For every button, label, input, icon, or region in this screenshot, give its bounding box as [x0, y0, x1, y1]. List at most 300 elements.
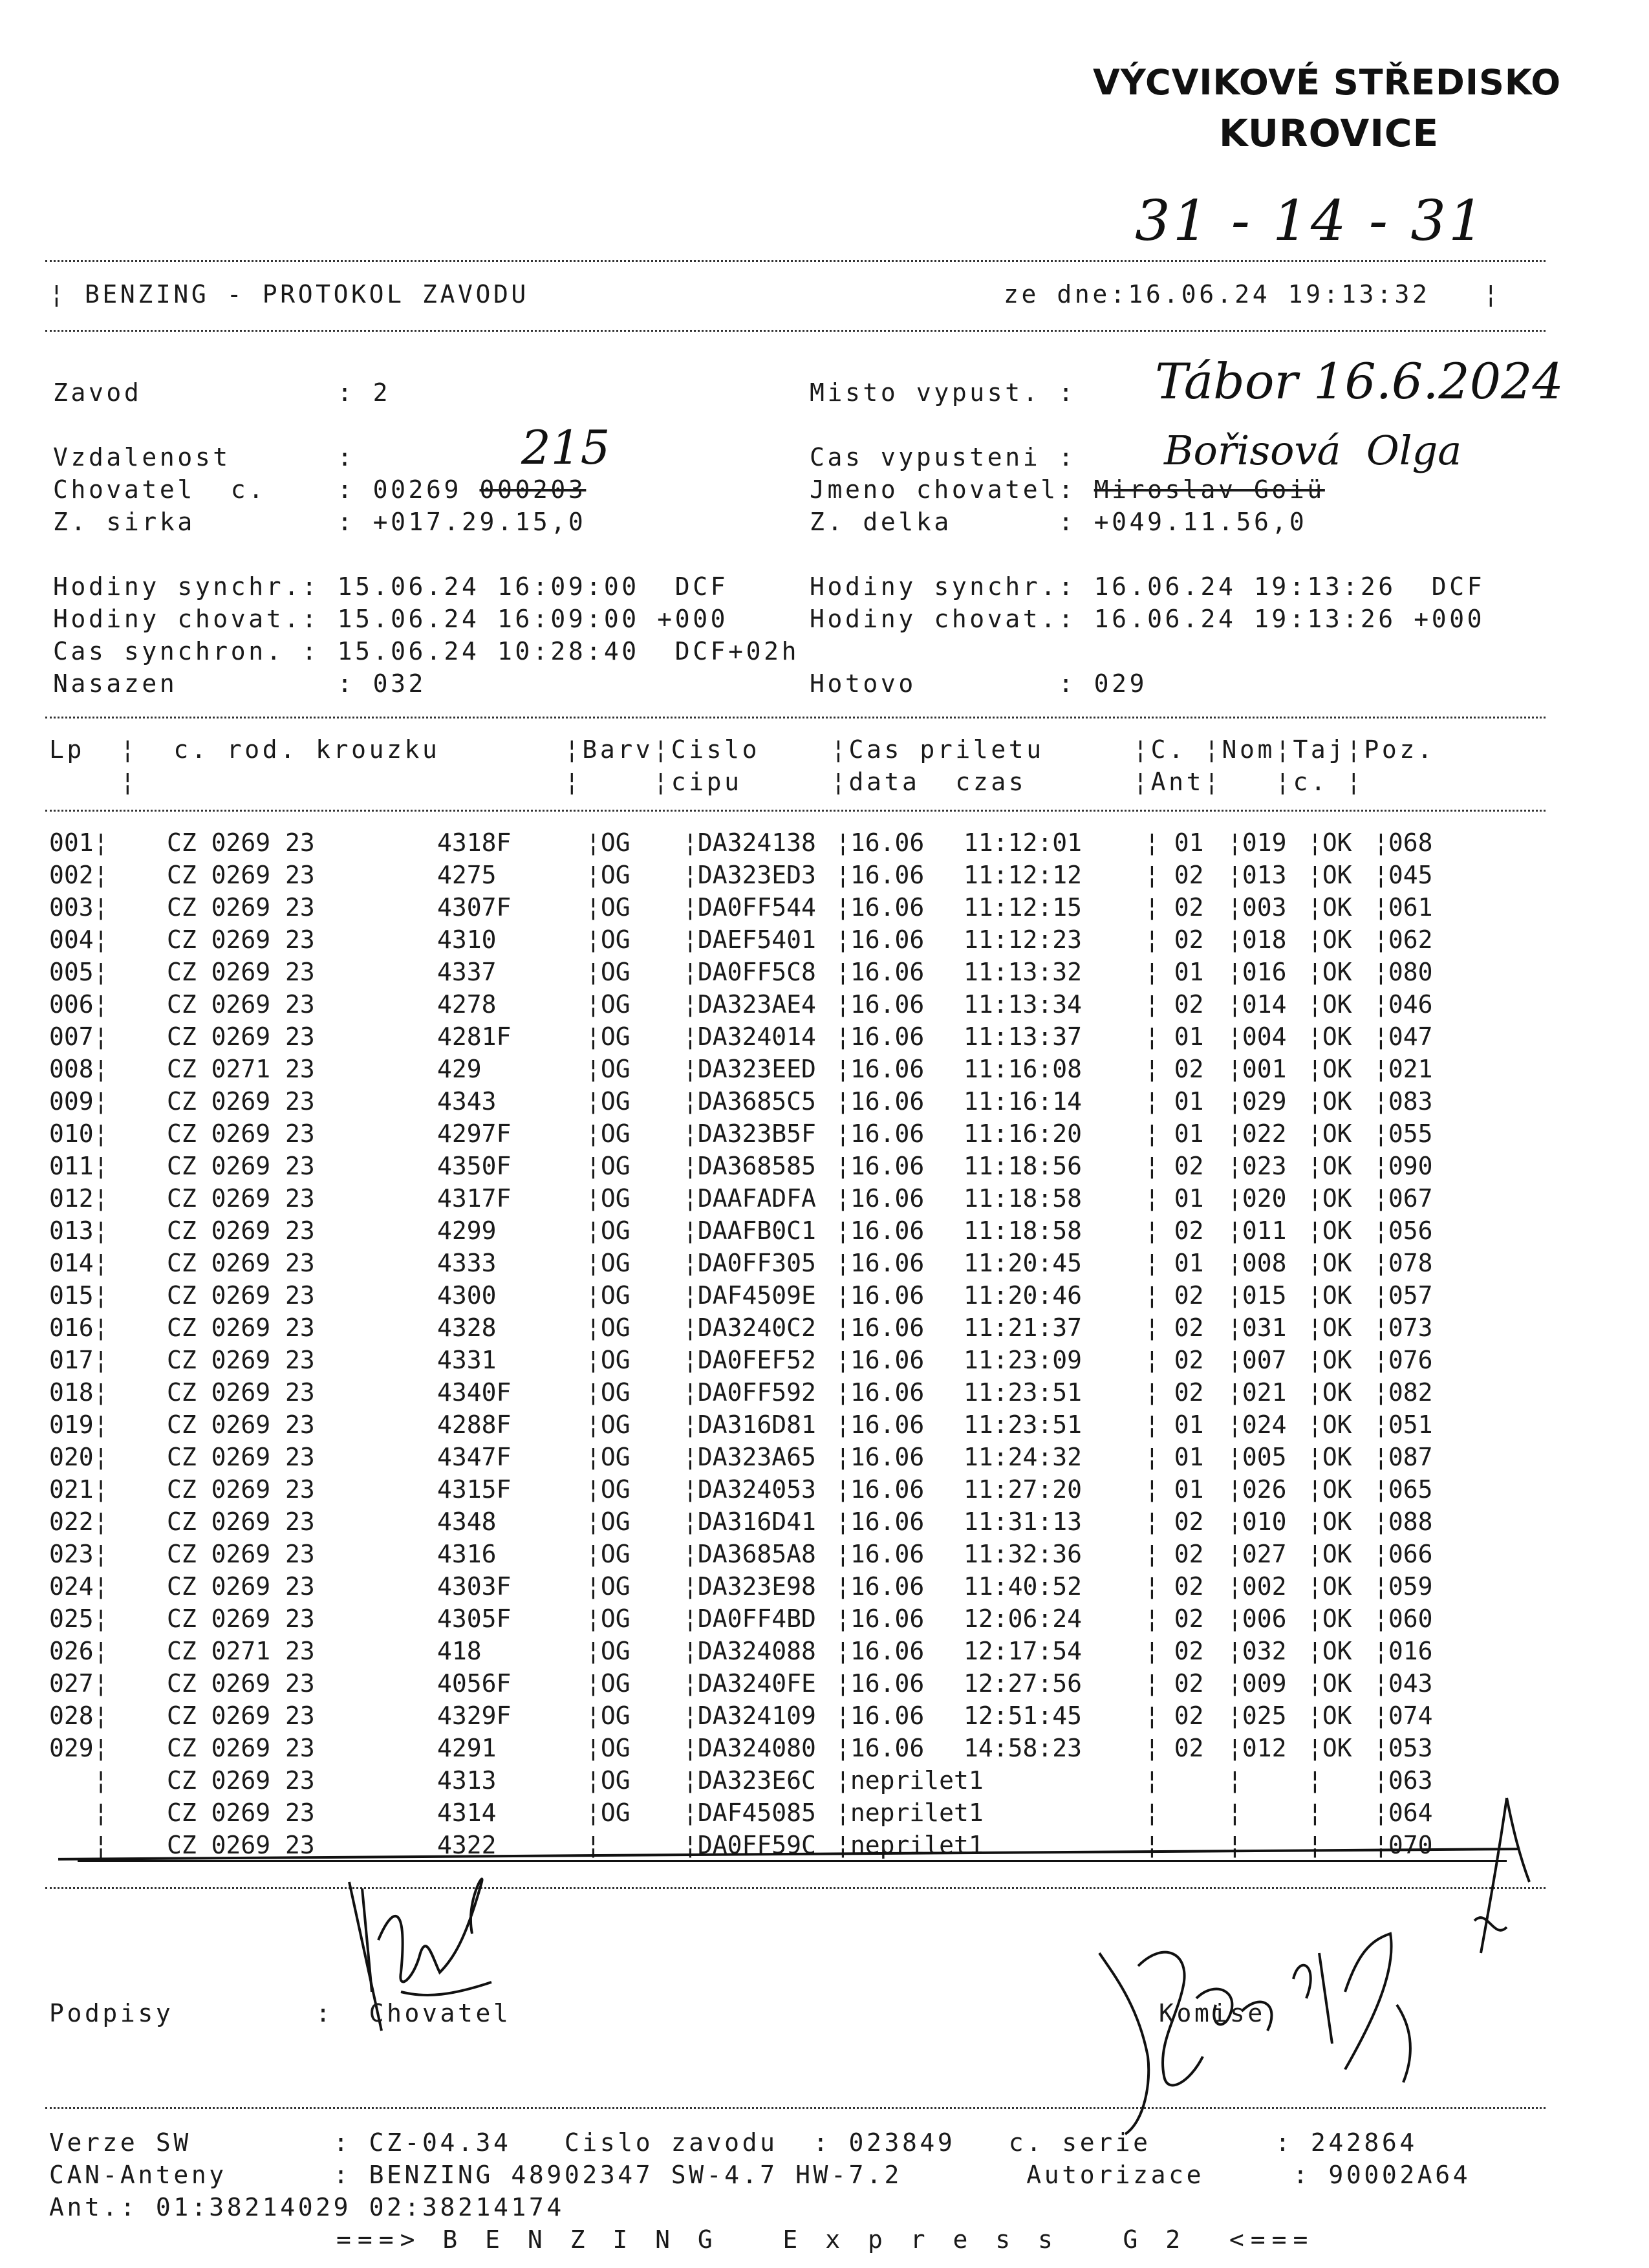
chovatel-number-struck: 000203	[479, 475, 587, 504]
cell-arrival-date: ¦16.06	[835, 1637, 925, 1665]
stamp-line-1: VÝCVIKOVÉ STŘEDISKO	[1093, 62, 1562, 103]
cell-color-code: ¦OG	[586, 1475, 630, 1504]
table-row	[49, 1150, 1536, 1182]
cell-antenna: ¦ 01	[1145, 1022, 1204, 1051]
cell-position: ¦060	[1374, 1604, 1433, 1633]
cell-position: ¦059	[1374, 1572, 1433, 1601]
cell-row-lp: 025¦	[49, 1604, 109, 1633]
cell-row-lp: 019¦	[49, 1410, 109, 1439]
cell-antenna: ¦ 02	[1145, 1734, 1204, 1762]
cell-antenna: ¦ 02	[1145, 1281, 1204, 1310]
cell-nomination: ¦012	[1227, 1734, 1287, 1762]
table-row	[49, 1538, 1536, 1570]
cell-secret-code: ¦OK	[1308, 893, 1352, 922]
cell-secret-code: ¦OK	[1308, 1346, 1352, 1374]
cell-secret-code: ¦OK	[1308, 1378, 1352, 1407]
cell-nomination: ¦011	[1227, 1216, 1287, 1245]
cell-arrival-date: ¦16.06	[835, 1055, 925, 1083]
cell-arrival-time: 11:12:12	[964, 861, 1083, 889]
cell-ring-number: 4313	[437, 1766, 512, 1795]
cell-color-code: ¦OG	[586, 958, 630, 986]
commission-signature	[1086, 1927, 1474, 2147]
cell-antenna: ¦ 02	[1145, 861, 1204, 889]
cell-color-code: ¦OG	[586, 828, 630, 857]
cell-arrival-date: ¦16.06	[835, 1572, 925, 1601]
cell-color-code: ¦OG	[586, 1637, 630, 1665]
cell-chip-number: ¦DAEF5401	[683, 925, 816, 954]
cell-row-lp: 029¦	[49, 1734, 109, 1762]
misto-label: Misto vypust. :	[810, 378, 1077, 407]
cell-arrival-time: 11:13:34	[964, 990, 1083, 1019]
cell-nomination: ¦031	[1227, 1313, 1287, 1342]
cell-chip-number: ¦DA3685A8	[683, 1540, 816, 1568]
cell-color-code: ¦OG	[586, 1540, 630, 1568]
cell-ring-prefix: CZ 0269 23	[167, 1798, 315, 1827]
cell-ring-number: 4328	[437, 1313, 512, 1342]
cell-nomination: ¦019	[1227, 828, 1287, 857]
cell-position: ¦078	[1374, 1249, 1433, 1277]
margin-scribble	[1468, 1791, 1539, 1960]
cell-ring-number: 4278	[437, 990, 512, 1019]
cell-chip-number: ¦DA0FF4BD	[683, 1604, 816, 1633]
hotovo-field: Hotovo : 029	[810, 669, 1148, 698]
stamp-line-2: KUROVICE	[1219, 111, 1439, 155]
cell-antenna: ¦ 02	[1145, 990, 1204, 1019]
cell-chip-number: ¦DA368585	[683, 1152, 816, 1180]
cas-vypusteni-label: Cas vypusteni :	[810, 443, 1077, 471]
cell-secret-code: ¦	[1308, 1766, 1352, 1795]
footer-line-2: CAN-Anteny : BENZING 48902347 SW-4.7 HW-7.2 Autorizace : 90002A64	[49, 2161, 1471, 2189]
table-row	[49, 1312, 1536, 1344]
cell-nomination: ¦027	[1227, 1540, 1287, 1568]
table-row	[49, 988, 1536, 1021]
table-row	[49, 826, 1536, 859]
cell-ring-number: 4275	[437, 861, 512, 889]
cell-ring-prefix: CZ 0269 23	[167, 925, 315, 954]
table-header-line-1: Lp ¦ c. rod. krouzku ¦Barv¦Cislo ¦Cas priletu ¦C. ¦Nom¦Taj¦Poz.	[49, 735, 1436, 764]
table-row	[49, 1732, 1536, 1764]
cell-color-code: ¦OG	[586, 990, 630, 1019]
cell-ring-number: 4318F	[437, 828, 512, 857]
table-row	[49, 1247, 1536, 1279]
cell-ring-number: 4291	[437, 1734, 512, 1762]
cell-row-lp: 002¦	[49, 861, 109, 889]
cell-chip-number: ¦DA323E98	[683, 1572, 816, 1601]
cell-color-code: ¦OG	[586, 1378, 630, 1407]
cell-secret-code: ¦OK	[1308, 1184, 1352, 1213]
table-row	[49, 1570, 1536, 1603]
cell-position: ¦088	[1374, 1507, 1433, 1536]
cell-position: ¦043	[1374, 1669, 1433, 1698]
cell-color-code: ¦OG	[586, 1022, 630, 1051]
cell-arrival-time: 11:27:20	[964, 1475, 1083, 1504]
cell-ring-number: 4300	[437, 1281, 512, 1310]
cell-color-code: ¦OG	[586, 1798, 630, 1827]
cell-chip-number: ¦DA323E6C	[683, 1766, 816, 1795]
table-row	[49, 1279, 1536, 1312]
cell-ring-prefix: CZ 0269 23	[167, 1378, 315, 1407]
cell-ring-prefix: CZ 0269 23	[167, 1701, 315, 1730]
rule-top	[45, 260, 1546, 262]
table-row	[49, 859, 1536, 891]
cell-antenna: ¦ 02	[1145, 1637, 1204, 1665]
cell-arrival-time: 11:23:09	[964, 1346, 1083, 1374]
cell-position: ¦045	[1374, 861, 1433, 889]
cell-antenna: ¦ 02	[1145, 1540, 1204, 1568]
cell-chip-number: ¦DA324088	[683, 1637, 816, 1665]
cell-antenna: ¦ 01	[1145, 828, 1204, 857]
cell-arrival-date: ¦neprilet1	[835, 1831, 984, 1859]
komise-label: Komise	[1159, 1999, 1266, 2027]
table-row	[49, 1053, 1536, 1085]
cell-ring-prefix: CZ 0269 23	[167, 893, 315, 922]
cell-position: ¦080	[1374, 958, 1433, 986]
cell-secret-code: ¦OK	[1308, 1475, 1352, 1504]
cell-row-lp: 028¦	[49, 1701, 109, 1730]
cell-nomination: ¦013	[1227, 861, 1287, 889]
cell-antenna: ¦	[1145, 1766, 1204, 1795]
cell-arrival-time: 11:16:08	[964, 1055, 1083, 1083]
cell-antenna: ¦ 02	[1145, 1669, 1204, 1698]
cell-antenna: ¦	[1145, 1798, 1204, 1827]
cell-ring-prefix: CZ 0269 23	[167, 1669, 315, 1698]
vzdalenost-label: Vzdalenost :	[53, 443, 356, 471]
cell-chip-number: ¦DA324109	[683, 1701, 816, 1730]
cell-position: ¦068	[1374, 828, 1433, 857]
breeder-signature	[336, 1863, 504, 2069]
cell-row-lp: 003¦	[49, 893, 109, 922]
cell-color-code: ¦OG	[586, 1701, 630, 1730]
table-row	[49, 1667, 1536, 1700]
cell-antenna: ¦ 01	[1145, 1475, 1204, 1504]
cell-position: ¦083	[1374, 1087, 1433, 1116]
cell-antenna: ¦ 02	[1145, 1152, 1204, 1180]
cell-nomination: ¦025	[1227, 1701, 1287, 1730]
cell-position: ¦070	[1374, 1831, 1433, 1859]
cell-antenna: ¦ 01	[1145, 1249, 1204, 1277]
cell-arrival-time: 11:12:15	[964, 893, 1083, 922]
cell-chip-number: ¦DAF45085	[683, 1798, 816, 1827]
cell-nomination: ¦024	[1227, 1410, 1287, 1439]
cell-ring-prefix: CZ 0269 23	[167, 1475, 315, 1504]
cell-arrival-date: ¦16.06	[835, 1249, 925, 1277]
cell-ring-prefix: CZ 0269 23	[167, 1022, 315, 1051]
cell-color-code: ¦OG	[586, 1313, 630, 1342]
cell-arrival-date: ¦16.06	[835, 925, 925, 954]
cell-arrival-date: ¦neprilet1	[835, 1798, 984, 1827]
cell-row-lp: 009¦	[49, 1087, 109, 1116]
cell-nomination: ¦021	[1227, 1378, 1287, 1407]
cell-nomination: ¦018	[1227, 925, 1287, 954]
cell-nomination: ¦020	[1227, 1184, 1287, 1213]
footer-line-3: Ant.: 01:38214029 02:38214174	[49, 2193, 565, 2221]
cell-arrival-time: 14:58:23	[964, 1734, 1083, 1762]
cell-chip-number: ¦DAAFADFA	[683, 1184, 816, 1213]
cell-arrival-date: ¦16.06	[835, 861, 925, 889]
cell-row-lp: 020¦	[49, 1443, 109, 1471]
cell-antenna: ¦ 01	[1145, 1443, 1204, 1471]
cell-antenna: ¦	[1145, 1831, 1204, 1859]
cell-secret-code: ¦OK	[1308, 1281, 1352, 1310]
cell-arrival-date: ¦16.06	[835, 1410, 925, 1439]
cell-row-lp: ¦	[49, 1798, 109, 1827]
cell-arrival-time: 11:32:36	[964, 1540, 1083, 1568]
cell-secret-code: ¦OK	[1308, 1313, 1352, 1342]
cell-nomination: ¦022	[1227, 1119, 1287, 1148]
cell-ring-prefix: CZ 0269 23	[167, 828, 315, 857]
cell-arrival-date: ¦16.06	[835, 990, 925, 1019]
cell-antenna: ¦ 02	[1145, 1507, 1204, 1536]
cell-arrival-date: ¦16.06	[835, 893, 925, 922]
cell-arrival-date: ¦16.06	[835, 1669, 925, 1698]
cell-ring-number: 4315F	[437, 1475, 512, 1504]
cell-arrival-date: ¦16.06	[835, 1604, 925, 1633]
cell-color-code: ¦OG	[586, 1119, 630, 1148]
cell-chip-number: ¦DA3685C5	[683, 1087, 816, 1116]
table-row	[49, 1764, 1536, 1797]
table-row	[49, 1473, 1536, 1506]
cell-position: ¦063	[1374, 1766, 1433, 1795]
cell-ring-prefix: CZ 0269 23	[167, 1540, 315, 1568]
cell-arrival-date: ¦16.06	[835, 1475, 925, 1504]
cell-color-code: ¦OG	[586, 1443, 630, 1471]
cell-nomination: ¦008	[1227, 1249, 1287, 1277]
cell-ring-number: 4343	[437, 1087, 512, 1116]
protocol-date: ze dne:16.06.24 19:13:32 ¦	[1004, 280, 1502, 308]
cell-ring-prefix: CZ 0271 23	[167, 1637, 315, 1665]
cell-ring-number: 4288F	[437, 1410, 512, 1439]
cell-position: ¦065	[1374, 1475, 1433, 1504]
cell-ring-prefix: CZ 0269 23	[167, 1184, 315, 1213]
cell-color-code: ¦OG	[586, 893, 630, 922]
cell-ring-number: 4340F	[437, 1378, 512, 1407]
cell-row-lp: 024¦	[49, 1572, 109, 1601]
cell-color-code: ¦	[586, 1831, 630, 1859]
cell-ring-prefix: CZ 0269 23	[167, 1346, 315, 1374]
cell-arrival-time: 12:17:54	[964, 1637, 1083, 1665]
protocol-title: ¦ BENZING - PROTOKOL ZAVODU	[49, 280, 529, 308]
cell-chip-number: ¦DA0FEF52	[683, 1346, 816, 1374]
table-row	[49, 956, 1536, 988]
cell-ring-number: 4305F	[437, 1604, 512, 1633]
cell-ring-number: 4314	[437, 1798, 512, 1827]
chovatel-number: Chovatel c. : 00269 000203	[53, 475, 587, 504]
cell-arrival-date: ¦16.06	[835, 1119, 925, 1148]
cell-arrival-time: 11:13:37	[964, 1022, 1083, 1051]
cell-antenna: ¦ 01	[1145, 1119, 1204, 1148]
cell-position: ¦067	[1374, 1184, 1433, 1213]
sync-left-3: Cas synchron. : 15.06.24 10:28:40 DCF+02h	[53, 637, 800, 665]
cell-row-lp: 021¦	[49, 1475, 109, 1504]
cell-chip-number: ¦DAAFB0C1	[683, 1216, 816, 1245]
cell-row-lp: 026¦	[49, 1637, 109, 1665]
cell-chip-number: ¦DA324053	[683, 1475, 816, 1504]
cell-arrival-date: ¦16.06	[835, 1087, 925, 1116]
cell-nomination: ¦007	[1227, 1346, 1287, 1374]
cell-chip-number: ¦DA316D41	[683, 1507, 816, 1536]
table-row	[49, 1797, 1536, 1829]
cell-antenna: ¦ 01	[1145, 958, 1204, 986]
cell-antenna: ¦ 01	[1145, 1184, 1204, 1213]
cell-arrival-date: ¦16.06	[835, 1378, 925, 1407]
cell-arrival-date: ¦16.06	[835, 1281, 925, 1310]
cell-secret-code: ¦OK	[1308, 958, 1352, 986]
cell-secret-code: ¦OK	[1308, 1669, 1352, 1698]
cell-nomination: ¦002	[1227, 1572, 1287, 1601]
cell-ring-prefix: CZ 0269 23	[167, 1249, 315, 1277]
cell-secret-code: ¦OK	[1308, 1507, 1352, 1536]
cell-antenna: ¦ 02	[1145, 925, 1204, 954]
cell-position: ¦051	[1374, 1410, 1433, 1439]
cell-arrival-time: 11:40:52	[964, 1572, 1083, 1601]
cell-color-code: ¦OG	[586, 1249, 630, 1277]
cell-secret-code: ¦OK	[1308, 925, 1352, 954]
table-row	[49, 1635, 1536, 1667]
cell-color-code: ¦OG	[586, 1055, 630, 1083]
cell-color-code: ¦OG	[586, 861, 630, 889]
cell-secret-code: ¦OK	[1308, 1022, 1352, 1051]
footer-line-4: ===> B E N Z I N G E x p r e s s G 2 <===	[336, 2225, 1315, 2254]
cell-row-lp: 027¦	[49, 1669, 109, 1698]
cell-arrival-date: ¦16.06	[835, 1346, 925, 1374]
cell-color-code: ¦OG	[586, 1087, 630, 1116]
cell-nomination: ¦001	[1227, 1055, 1287, 1083]
cell-color-code: ¦OG	[586, 1766, 630, 1795]
cell-secret-code: ¦OK	[1308, 828, 1352, 857]
table-row	[49, 891, 1536, 923]
cell-position: ¦055	[1374, 1119, 1433, 1148]
cell-ring-number: 4303F	[437, 1572, 512, 1601]
cell-arrival-date: ¦16.06	[835, 1540, 925, 1568]
cell-arrival-date: ¦16.06	[835, 1443, 925, 1471]
cell-ring-prefix: CZ 0269 23	[167, 1734, 315, 1762]
cell-secret-code: ¦OK	[1308, 1119, 1352, 1148]
cell-position: ¦066	[1374, 1540, 1433, 1568]
cell-row-lp: 015¦	[49, 1281, 109, 1310]
cell-ring-number: 4299	[437, 1216, 512, 1245]
footer-line-1: Verze SW : CZ-04.34 Cislo zavodu : 023849 c. serie : 242864	[49, 2128, 1417, 2157]
cell-position: ¦061	[1374, 893, 1433, 922]
cell-nomination: ¦006	[1227, 1604, 1287, 1633]
cell-antenna: ¦ 02	[1145, 1313, 1204, 1342]
cell-row-lp: 006¦	[49, 990, 109, 1019]
cell-nomination: ¦	[1227, 1766, 1287, 1795]
cell-ring-number: 4307F	[437, 893, 512, 922]
cell-secret-code: ¦OK	[1308, 1410, 1352, 1439]
cell-chip-number: ¦DA324014	[683, 1022, 816, 1051]
cell-arrival-time: 11:12:23	[964, 925, 1083, 954]
cell-ring-prefix: CZ 0269 23	[167, 1216, 315, 1245]
cell-arrival-date: ¦16.06	[835, 958, 925, 986]
cell-ring-prefix: CZ 0269 23	[167, 958, 315, 986]
cell-antenna: ¦ 01	[1145, 1410, 1204, 1439]
cell-ring-prefix: CZ 0269 23	[167, 1604, 315, 1633]
table-row	[49, 1215, 1536, 1247]
cell-arrival-time: 11:20:45	[964, 1249, 1083, 1277]
cell-antenna: ¦ 02	[1145, 1216, 1204, 1245]
cell-secret-code: ¦OK	[1308, 1540, 1352, 1568]
cell-row-lp: 004¦	[49, 925, 109, 954]
cell-nomination: ¦	[1227, 1798, 1287, 1827]
cell-ring-number: 4297F	[437, 1119, 512, 1148]
cell-ring-number: 4317F	[437, 1184, 512, 1213]
rule-footer	[45, 2107, 1546, 2109]
cell-row-lp: 016¦	[49, 1313, 109, 1342]
cell-chip-number: ¦DA323B5F	[683, 1119, 816, 1148]
cell-arrival-time: 11:12:01	[964, 828, 1083, 857]
cell-ring-number: 4316	[437, 1540, 512, 1568]
cell-ring-prefix: CZ 0269 23	[167, 1443, 315, 1471]
sync-left-1: Hodiny synchr.: 15.06.24 16:09:00 DCF	[53, 572, 729, 601]
cell-position: ¦053	[1374, 1734, 1433, 1762]
cell-arrival-time: 11:16:20	[964, 1119, 1083, 1148]
cell-position: ¦090	[1374, 1152, 1433, 1180]
table-row	[49, 1182, 1536, 1215]
cell-nomination: ¦005	[1227, 1443, 1287, 1471]
cell-arrival-date: ¦16.06	[835, 1152, 925, 1180]
cell-position: ¦016	[1374, 1637, 1433, 1665]
cell-chip-number: ¦DA323A65	[683, 1443, 816, 1471]
cell-secret-code: ¦OK	[1308, 1637, 1352, 1665]
cell-position: ¦087	[1374, 1443, 1433, 1471]
cell-secret-code: ¦OK	[1308, 1734, 1352, 1762]
vzdalenost-handwritten: 215	[521, 420, 610, 475]
cell-chip-number: ¦DA0FF544	[683, 893, 816, 922]
cell-row-lp: 008¦	[49, 1055, 109, 1083]
cell-secret-code: ¦OK	[1308, 1087, 1352, 1116]
cell-row-lp: 017¦	[49, 1346, 109, 1374]
rule-table-top	[45, 717, 1546, 718]
cell-antenna: ¦ 02	[1145, 893, 1204, 922]
cell-row-lp: 018¦	[49, 1378, 109, 1407]
table-row	[49, 1344, 1536, 1376]
cell-position: ¦062	[1374, 925, 1433, 954]
cell-antenna: ¦ 02	[1145, 1701, 1204, 1730]
cell-ring-prefix: CZ 0269 23	[167, 1831, 315, 1859]
rule-table-bottom	[45, 1887, 1546, 1889]
rule-header	[45, 330, 1546, 332]
cell-secret-code: ¦OK	[1308, 1152, 1352, 1180]
cell-ring-prefix: CZ 0269 23	[167, 1766, 315, 1795]
table-row	[49, 1118, 1536, 1150]
cell-position: ¦064	[1374, 1798, 1433, 1827]
cell-ring-number: 4322	[437, 1831, 512, 1859]
cell-nomination: ¦016	[1227, 958, 1287, 986]
cell-secret-code: ¦OK	[1308, 1055, 1352, 1083]
cell-chip-number: ¦DA324080	[683, 1734, 816, 1762]
cell-arrival-time: 12:27:56	[964, 1669, 1083, 1698]
cell-arrival-date: ¦16.06	[835, 1701, 925, 1730]
cell-arrival-date: ¦16.06	[835, 1507, 925, 1536]
cell-position: ¦074	[1374, 1701, 1433, 1730]
cell-row-lp: ¦	[49, 1766, 109, 1795]
cell-ring-prefix: CZ 0269 23	[167, 1087, 315, 1116]
cell-ring-number: 429	[437, 1055, 512, 1083]
cell-position: ¦056	[1374, 1216, 1433, 1245]
cell-secret-code: ¦	[1308, 1831, 1352, 1859]
cell-nomination: ¦009	[1227, 1669, 1287, 1698]
cell-nomination: ¦029	[1227, 1087, 1287, 1116]
cell-antenna: ¦ 02	[1145, 1055, 1204, 1083]
jmeno-chovatele: Jmeno chovatel: Miroslav Goiü	[810, 475, 1325, 504]
cell-ring-number: 4333	[437, 1249, 512, 1277]
cell-chip-number: ¦DA316D81	[683, 1410, 816, 1439]
cell-arrival-date: ¦16.06	[835, 1313, 925, 1342]
cell-secret-code: ¦OK	[1308, 1701, 1352, 1730]
cell-arrival-date: ¦16.06	[835, 1216, 925, 1245]
cell-row-lp: 001¦	[49, 828, 109, 857]
cell-chip-number: ¦DA0FF305	[683, 1249, 816, 1277]
